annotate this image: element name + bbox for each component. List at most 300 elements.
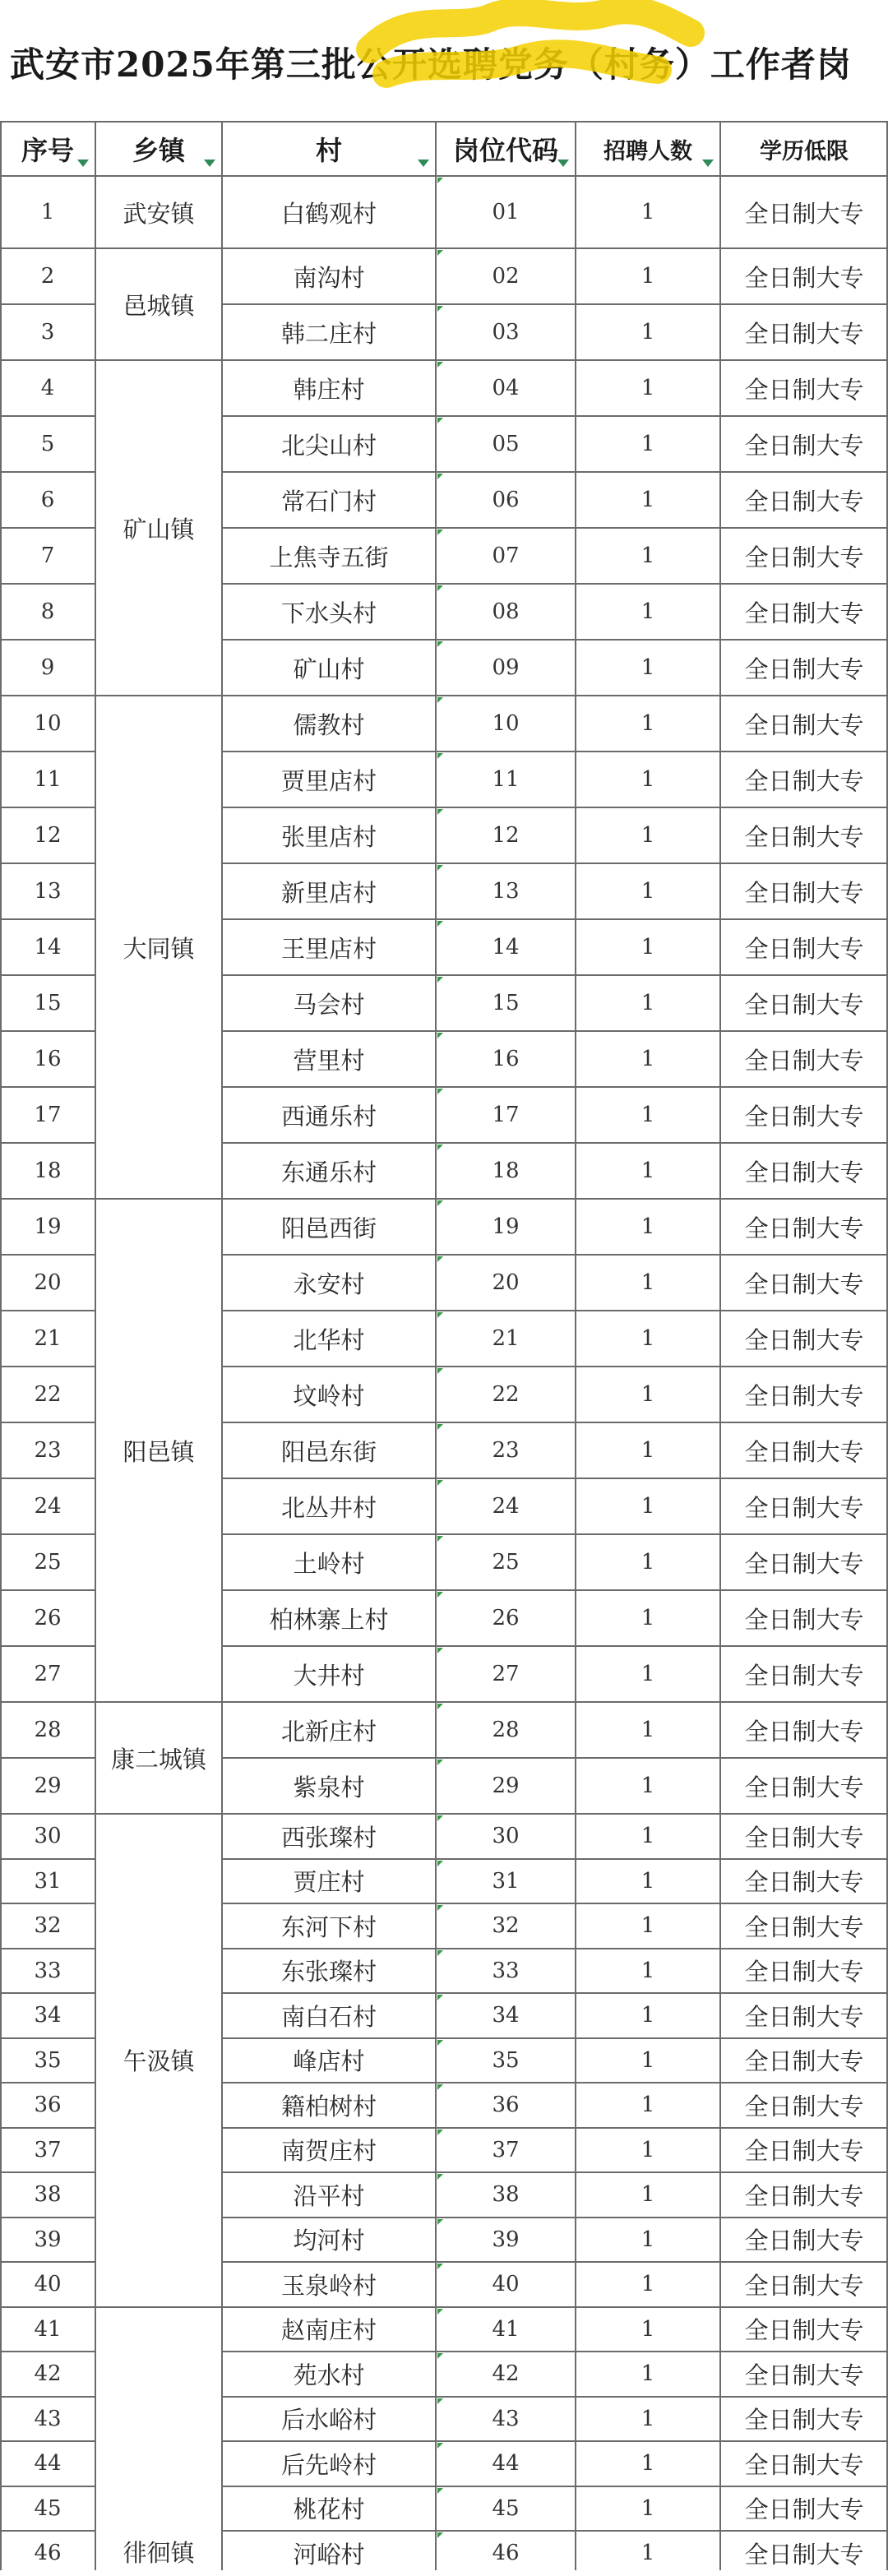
cell-village[interactable]: 阳邑东街 <box>280 1437 377 1466</box>
cell-min-education[interactable]: 全日制大专 <box>744 1102 864 1131</box>
grid-line <box>222 2530 888 2532</box>
cell-position-code[interactable]: 31 <box>492 1868 520 1894</box>
cell-min-education[interactable]: 全日制大专 <box>744 1958 864 1986</box>
grid-line <box>221 122 223 2570</box>
header-town[interactable]: 乡镇 <box>132 135 185 166</box>
cell-position-code[interactable]: 43 <box>492 2406 520 2431</box>
grid-line <box>0 527 95 529</box>
cell-position-code[interactable]: 21 <box>492 1326 520 1351</box>
cell-village[interactable]: 上焦寺五街 <box>269 543 389 571</box>
cell-hiring-count[interactable]: 1 <box>641 1382 655 1407</box>
cell-village[interactable]: 沿平村 <box>293 2181 365 2210</box>
grid-line <box>0 2396 95 2398</box>
cell-hiring-count[interactable]: 1 <box>641 1958 655 1983</box>
cell-village[interactable]: 籍柏树村 <box>280 2092 377 2120</box>
cell-town[interactable]: 矿山镇 <box>123 515 195 543</box>
cell-town[interactable]: 邑城镇 <box>123 291 195 320</box>
header-village[interactable]: 村 <box>315 135 342 166</box>
cell-index[interactable]: 38 <box>34 2182 62 2208</box>
cell-min-education[interactable]: 全日制大专 <box>744 654 864 683</box>
cell-hiring-count[interactable]: 1 <box>641 1438 655 1463</box>
grid-line <box>222 863 888 864</box>
cell-position-code[interactable]: 11 <box>492 767 520 792</box>
cell-index[interactable]: 18 <box>34 1159 62 1183</box>
cell-village[interactable]: 桃花村 <box>293 2495 365 2524</box>
cell-hiring-count[interactable]: 1 <box>641 2182 655 2208</box>
cell-index[interactable]: 26 <box>34 1606 62 1630</box>
cell-village[interactable]: 永安村 <box>293 1270 365 1298</box>
cell-village[interactable]: 北新庄村 <box>280 1717 377 1746</box>
cell-position-code[interactable]: 19 <box>492 1214 520 1239</box>
cell-min-education[interactable]: 全日制大专 <box>744 1381 864 1410</box>
cell-index[interactable]: 5 <box>40 432 55 456</box>
cell-village[interactable]: 阳邑西街 <box>280 1214 377 1242</box>
cell-min-education[interactable]: 全日制大专 <box>744 1046 864 1075</box>
filter-dropdown-icon[interactable] <box>418 160 429 167</box>
cell-index[interactable]: 2 <box>40 264 55 289</box>
cell-position-code[interactable]: 38 <box>492 2182 520 2208</box>
cell-index[interactable]: 45 <box>34 2495 62 2521</box>
cell-position-code[interactable]: 03 <box>492 320 520 345</box>
cell-min-education[interactable]: 全日制大专 <box>744 487 864 516</box>
cell-village[interactable]: 柏林寨上村 <box>269 1605 389 1634</box>
cell-index[interactable]: 43 <box>34 2406 62 2431</box>
cell-position-code[interactable]: 16 <box>492 1047 520 1071</box>
cell-town[interactable]: 徘徊镇 <box>123 2539 195 2567</box>
cell-index[interactable]: 9 <box>40 655 55 680</box>
cell-min-education[interactable]: 全日制大专 <box>744 1549 864 1578</box>
header-hiring-count[interactable]: 招聘人数 <box>604 138 692 164</box>
cell-position-code[interactable]: 15 <box>492 991 520 1015</box>
cell-position-code[interactable]: 44 <box>492 2451 520 2477</box>
cell-comment-indicator-icon <box>437 697 443 703</box>
grid-line <box>0 1903 95 1904</box>
cell-village[interactable]: 北尖山村 <box>280 431 377 460</box>
cell-min-education[interactable]: 全日制大专 <box>744 319 864 348</box>
grid-line <box>0 1589 95 1591</box>
cell-hiring-count[interactable]: 1 <box>641 655 655 680</box>
cell-hiring-count[interactable]: 1 <box>641 599 655 624</box>
cell-hiring-count[interactable]: 1 <box>641 543 655 568</box>
cell-index[interactable]: 19 <box>34 1214 62 1239</box>
cell-index[interactable]: 4 <box>40 376 55 400</box>
cell-hiring-count[interactable]: 1 <box>641 2541 655 2566</box>
cell-min-education[interactable]: 全日制大专 <box>744 766 864 795</box>
cell-min-education[interactable]: 全日制大专 <box>744 1493 864 1522</box>
cell-position-code[interactable]: 33 <box>492 1958 520 1983</box>
cell-min-education[interactable]: 全日制大专 <box>744 2495 864 2524</box>
grid-line <box>0 918 95 920</box>
cell-min-education[interactable]: 全日制大专 <box>744 2002 864 2031</box>
cell-village[interactable]: 河峪村 <box>293 2540 365 2569</box>
header-position-code[interactable]: 岗位代码 <box>452 135 558 166</box>
cell-village[interactable]: 赵南庄村 <box>280 2316 377 2345</box>
cell-position-code[interactable]: 04 <box>492 376 520 400</box>
cell-index[interactable]: 22 <box>34 1382 62 1407</box>
grid-line <box>222 303 888 305</box>
cell-min-education[interactable]: 全日制大专 <box>744 543 864 571</box>
grid-line <box>222 415 888 417</box>
cell-village[interactable]: 王里店村 <box>280 934 377 963</box>
cell-village[interactable]: 南沟村 <box>293 263 365 292</box>
cell-village[interactable]: 韩庄村 <box>293 375 365 404</box>
cell-hiring-count[interactable]: 1 <box>641 1494 655 1519</box>
cell-min-education[interactable]: 全日制大专 <box>744 2406 864 2435</box>
grid-line <box>0 639 95 641</box>
cell-position-code[interactable]: 40 <box>492 2272 520 2297</box>
cell-min-education[interactable]: 全日制大专 <box>744 1868 864 1897</box>
cell-index[interactable]: 46 <box>34 2541 62 2566</box>
cell-village[interactable]: 矿山村 <box>293 654 365 683</box>
cell-position-code[interactable]: 28 <box>492 1718 520 1742</box>
cell-hiring-count[interactable]: 1 <box>641 2406 655 2431</box>
cell-comment-indicator-icon <box>437 1424 443 1430</box>
cell-town[interactable]: 阳邑镇 <box>123 1437 195 1466</box>
cell-hiring-count[interactable]: 1 <box>641 935 655 960</box>
filter-dropdown-icon[interactable] <box>557 160 569 167</box>
cell-village[interactable]: 西张璨村 <box>280 1823 377 1852</box>
grid-line <box>222 2351 888 2352</box>
cell-village[interactable]: 韩二庄村 <box>280 319 377 348</box>
cell-hiring-count[interactable]: 1 <box>641 2495 655 2521</box>
cell-hiring-count[interactable]: 1 <box>641 1047 655 1071</box>
cell-index[interactable]: 23 <box>34 1438 62 1463</box>
cell-index[interactable]: 31 <box>34 1868 62 1894</box>
cell-position-code[interactable]: 09 <box>492 655 520 680</box>
cell-position-code[interactable]: 02 <box>492 264 520 289</box>
cell-position-code[interactable]: 45 <box>492 2495 520 2521</box>
cell-comment-indicator-icon <box>437 2532 443 2538</box>
grid-line <box>0 2261 95 2263</box>
cell-min-education[interactable]: 全日制大专 <box>744 822 864 851</box>
grid-line <box>222 2396 888 2398</box>
cell-min-education[interactable]: 全日制大专 <box>744 1437 864 1466</box>
cell-index[interactable]: 12 <box>34 823 62 848</box>
cell-comment-indicator-icon <box>437 362 443 368</box>
grid-line <box>0 1813 888 1815</box>
cell-hiring-count[interactable]: 1 <box>641 1718 655 1742</box>
cell-position-code[interactable]: 41 <box>492 2316 520 2342</box>
cell-comment-indicator-icon <box>437 1033 443 1038</box>
cell-town[interactable]: 武安镇 <box>123 199 195 228</box>
cell-hiring-count[interactable]: 1 <box>641 2137 655 2162</box>
cell-index[interactable]: 29 <box>34 1774 62 1798</box>
cell-min-education[interactable]: 全日制大专 <box>744 1270 864 1298</box>
grid-line <box>0 863 95 864</box>
cell-hiring-count[interactable]: 1 <box>641 488 655 512</box>
cell-position-code[interactable]: 22 <box>492 1382 520 1407</box>
cell-index[interactable]: 24 <box>34 1494 62 1519</box>
grid-line <box>222 2440 888 2442</box>
grid-line <box>0 2486 95 2487</box>
cell-position-code[interactable]: 14 <box>492 935 520 960</box>
cell-position-code[interactable]: 36 <box>492 2093 520 2118</box>
cell-min-education[interactable]: 全日制大专 <box>744 1912 864 1941</box>
cell-hiring-count[interactable]: 1 <box>641 1913 655 1939</box>
cell-village[interactable]: 北华村 <box>293 1325 365 1354</box>
filter-dropdown-icon[interactable] <box>204 160 215 167</box>
cell-index[interactable]: 33 <box>34 1958 62 1983</box>
cell-position-code[interactable]: 24 <box>492 1494 520 1519</box>
cell-min-education[interactable]: 全日制大专 <box>744 2540 864 2569</box>
cell-village[interactable]: 西通乐村 <box>280 1102 377 1131</box>
cell-comment-indicator-icon <box>437 1368 443 1374</box>
cell-min-education[interactable]: 全日制大专 <box>744 2316 864 2345</box>
grid-line <box>0 1992 95 1994</box>
cell-position-code[interactable]: 35 <box>492 2047 520 2073</box>
cell-index[interactable]: 6 <box>40 488 55 512</box>
cell-index[interactable]: 7 <box>40 543 55 568</box>
cell-hiring-count[interactable]: 1 <box>641 991 655 1015</box>
cell-index[interactable]: 36 <box>34 2093 62 2118</box>
cell-min-education[interactable]: 全日制大专 <box>744 263 864 292</box>
cell-min-education[interactable]: 全日制大专 <box>744 2092 864 2120</box>
cell-hiring-count[interactable]: 1 <box>641 264 655 289</box>
cell-position-code[interactable]: 08 <box>492 599 520 624</box>
cell-comment-indicator-icon <box>437 2219 443 2225</box>
cell-hiring-count[interactable]: 1 <box>641 1103 655 1127</box>
grid-line <box>222 1366 888 1367</box>
cell-position-code[interactable]: 07 <box>492 543 520 568</box>
cell-index[interactable]: 15 <box>34 991 62 1015</box>
cell-comment-indicator-icon <box>437 2264 443 2269</box>
grid-line <box>0 1701 888 1703</box>
cell-hiring-count[interactable]: 1 <box>641 1550 655 1575</box>
cell-index[interactable]: 10 <box>34 711 62 736</box>
cell-index[interactable]: 16 <box>34 1047 62 1071</box>
cell-min-education[interactable]: 全日制大专 <box>744 199 864 228</box>
cell-hiring-count[interactable]: 1 <box>641 2316 655 2342</box>
cell-min-education[interactable]: 全日制大专 <box>744 1773 864 1801</box>
cell-hiring-count[interactable]: 1 <box>641 200 655 224</box>
cell-village[interactable]: 均河村 <box>293 2227 365 2255</box>
cell-village[interactable]: 东张璨村 <box>280 1958 377 1986</box>
cell-min-education[interactable]: 全日制大专 <box>744 878 864 907</box>
cell-hiring-count[interactable]: 1 <box>641 1326 655 1351</box>
grid-line <box>0 1142 95 1144</box>
cell-hiring-count[interactable]: 1 <box>641 1824 655 1849</box>
cell-position-code[interactable]: 29 <box>492 1774 520 1798</box>
cell-position-code[interactable]: 12 <box>492 823 520 848</box>
cell-position-code[interactable]: 39 <box>492 2227 520 2252</box>
cell-position-code[interactable]: 25 <box>492 1550 520 1575</box>
cell-comment-indicator-icon <box>437 1256 443 1262</box>
cell-index[interactable]: 44 <box>34 2451 62 2477</box>
cell-position-code[interactable]: 18 <box>492 1159 520 1183</box>
cell-village[interactable]: 峰店村 <box>293 2047 365 2076</box>
header-index[interactable]: 序号 <box>21 135 74 166</box>
cell-village[interactable]: 南白石村 <box>280 2002 377 2031</box>
cell-min-education[interactable]: 全日制大专 <box>744 1717 864 1746</box>
cell-village[interactable]: 东通乐村 <box>280 1158 377 1186</box>
cell-position-code[interactable]: 05 <box>492 432 520 456</box>
cell-village[interactable]: 贾庄村 <box>293 1868 365 1897</box>
cell-min-education[interactable]: 全日制大专 <box>744 599 864 627</box>
cell-min-education[interactable]: 全日制大专 <box>744 2227 864 2255</box>
cell-min-education[interactable]: 全日制大专 <box>744 2181 864 2210</box>
cell-index[interactable]: 32 <box>34 1913 62 1939</box>
cell-min-education[interactable]: 全日制大专 <box>744 1823 864 1852</box>
cell-village[interactable]: 后水峪村 <box>280 2406 377 2435</box>
cell-position-code[interactable]: 27 <box>492 1662 520 1686</box>
grid-line <box>222 639 888 641</box>
cell-position-code[interactable]: 46 <box>492 2541 520 2566</box>
grid-line <box>222 2037 888 2039</box>
cell-village[interactable]: 南贺庄村 <box>280 2137 377 2166</box>
cell-village[interactable]: 儒教村 <box>293 710 365 739</box>
cell-hiring-count[interactable]: 1 <box>641 376 655 400</box>
cell-hiring-count[interactable]: 1 <box>641 1270 655 1295</box>
cell-village[interactable]: 土岭村 <box>293 1549 365 1578</box>
cell-village[interactable]: 新里店村 <box>280 878 377 907</box>
cell-position-code[interactable]: 32 <box>492 1913 520 1939</box>
cell-index[interactable]: 37 <box>34 2137 62 2162</box>
cell-hiring-count[interactable]: 1 <box>641 1214 655 1239</box>
cell-index[interactable]: 35 <box>34 2047 62 2073</box>
cell-hiring-count[interactable]: 1 <box>641 2361 655 2387</box>
cell-comment-indicator-icon <box>437 1592 443 1598</box>
cell-position-code[interactable]: 01 <box>492 200 520 224</box>
cell-index[interactable]: 20 <box>34 1270 62 1295</box>
grid-line <box>0 2127 95 2129</box>
grid-line <box>0 2351 95 2352</box>
cell-position-code[interactable]: 30 <box>492 1824 520 1849</box>
cell-index[interactable]: 39 <box>34 2227 62 2252</box>
header-min-education[interactable]: 学历低限 <box>760 138 849 164</box>
cell-comment-indicator-icon <box>437 530 443 535</box>
cell-village[interactable]: 下水头村 <box>280 599 377 627</box>
cell-village[interactable]: 后先岭村 <box>280 2450 377 2479</box>
cell-hiring-count[interactable]: 1 <box>641 2272 655 2297</box>
cell-index[interactable]: 13 <box>34 879 62 904</box>
cell-index[interactable]: 25 <box>34 1550 62 1575</box>
cell-index[interactable]: 27 <box>34 1662 62 1686</box>
cell-village[interactable]: 坟岭村 <box>293 1381 365 1410</box>
cell-hiring-count[interactable]: 1 <box>641 1774 655 1798</box>
cell-position-code[interactable]: 42 <box>492 2361 520 2387</box>
filter-dropdown-icon[interactable] <box>77 160 89 167</box>
cell-index[interactable]: 11 <box>34 767 62 792</box>
cell-hiring-count[interactable]: 1 <box>641 2093 655 2118</box>
cell-index[interactable]: 40 <box>34 2272 62 2297</box>
cell-position-code[interactable]: 10 <box>492 711 520 736</box>
grid-line <box>0 2171 95 2173</box>
cell-hiring-count[interactable]: 1 <box>641 2451 655 2477</box>
cell-hiring-count[interactable]: 1 <box>641 711 655 736</box>
cell-index[interactable]: 21 <box>34 1326 62 1351</box>
cell-comment-indicator-icon <box>437 1950 443 1956</box>
cell-min-education[interactable]: 全日制大专 <box>744 1214 864 1242</box>
cell-hiring-count[interactable]: 1 <box>641 879 655 904</box>
cell-min-education[interactable]: 全日制大专 <box>744 2361 864 2389</box>
cell-village[interactable]: 白鹤观村 <box>280 199 377 228</box>
cell-min-education[interactable]: 全日制大专 <box>744 2450 864 2479</box>
cell-min-education[interactable]: 全日制大专 <box>744 710 864 739</box>
cell-hiring-count[interactable]: 1 <box>641 432 655 456</box>
cell-hiring-count[interactable]: 1 <box>641 2047 655 2073</box>
cell-index[interactable]: 41 <box>34 2316 62 2342</box>
grid-line <box>0 1366 95 1367</box>
cell-hiring-count[interactable]: 1 <box>641 823 655 848</box>
filter-dropdown-icon[interactable] <box>702 160 714 167</box>
cell-village[interactable]: 营里村 <box>293 1046 365 1075</box>
cell-village[interactable]: 北丛井村 <box>280 1493 377 1522</box>
cell-position-code[interactable]: 17 <box>492 1103 520 1127</box>
cell-index[interactable]: 42 <box>34 2361 62 2387</box>
cell-min-education[interactable]: 全日制大专 <box>744 1325 864 1354</box>
cell-hiring-count[interactable]: 1 <box>641 767 655 792</box>
cell-village[interactable]: 东河下村 <box>280 1912 377 1941</box>
grid-line <box>222 2082 888 2083</box>
cell-index[interactable]: 28 <box>34 1718 62 1742</box>
cell-hiring-count[interactable]: 1 <box>641 320 655 345</box>
cell-village[interactable]: 常石门村 <box>280 487 377 516</box>
cell-village[interactable]: 苑水村 <box>293 2361 365 2389</box>
cell-index[interactable]: 30 <box>34 1824 62 1849</box>
cell-min-education[interactable]: 全日制大专 <box>744 990 864 1019</box>
cell-village[interactable]: 马会村 <box>293 990 365 1019</box>
cell-village[interactable]: 贾里店村 <box>280 766 377 795</box>
cell-min-education[interactable]: 全日制大专 <box>744 1605 864 1634</box>
grid-line <box>0 1198 888 1200</box>
cell-index[interactable]: 3 <box>40 320 55 345</box>
cell-hiring-count[interactable]: 1 <box>641 1868 655 1894</box>
cell-hiring-count[interactable]: 1 <box>641 1159 655 1183</box>
grid-line <box>0 2082 95 2083</box>
cell-min-education[interactable]: 全日制大专 <box>744 375 864 404</box>
cell-position-code[interactable]: 20 <box>492 1270 520 1295</box>
cell-position-code[interactable]: 34 <box>492 2003 520 2028</box>
cell-index[interactable]: 8 <box>40 599 55 624</box>
cell-village[interactable]: 张里店村 <box>280 822 377 851</box>
cell-town[interactable]: 大同镇 <box>123 934 195 963</box>
grid-line <box>0 415 95 417</box>
cell-town[interactable]: 午汲镇 <box>123 2047 195 2076</box>
cell-min-education[interactable]: 全日制大专 <box>744 1661 864 1690</box>
cell-min-education[interactable]: 全日制大专 <box>744 934 864 963</box>
cell-position-code[interactable]: 23 <box>492 1438 520 1463</box>
cell-position-code[interactable]: 06 <box>492 488 520 512</box>
cell-position-code[interactable]: 13 <box>492 879 520 904</box>
cell-hiring-count[interactable]: 1 <box>641 1606 655 1630</box>
cell-village[interactable]: 大井村 <box>293 1661 365 1690</box>
cell-town[interactable]: 康二城镇 <box>110 1745 206 1774</box>
cell-comment-indicator-icon <box>437 2309 443 2315</box>
grid-line <box>222 1142 888 1144</box>
cell-index[interactable]: 34 <box>34 2003 62 2028</box>
cell-index[interactable]: 14 <box>34 935 62 960</box>
cell-min-education[interactable]: 全日制大专 <box>744 2047 864 2076</box>
cell-village[interactable]: 紫泉村 <box>293 1773 365 1801</box>
cell-position-code[interactable]: 26 <box>492 1606 520 1630</box>
grid-line <box>0 2217 95 2218</box>
grid-line <box>222 1903 888 1904</box>
cell-comment-indicator-icon <box>437 474 443 479</box>
grid-line <box>0 1254 95 1256</box>
grid-line <box>222 1948 888 1949</box>
cell-index[interactable]: 1 <box>40 200 55 224</box>
cell-hiring-count[interactable]: 1 <box>641 2227 655 2252</box>
cell-village[interactable]: 玉泉岭村 <box>280 2271 377 2300</box>
cell-min-education[interactable]: 全日制大专 <box>744 431 864 460</box>
cell-hiring-count[interactable]: 1 <box>641 1662 655 1686</box>
cell-hiring-count[interactable]: 1 <box>641 2003 655 2028</box>
cell-position-code[interactable]: 37 <box>492 2137 520 2162</box>
cell-min-education[interactable]: 全日制大专 <box>744 1158 864 1186</box>
cell-min-education[interactable]: 全日制大专 <box>744 2271 864 2300</box>
cell-min-education[interactable]: 全日制大专 <box>744 2137 864 2166</box>
cell-index[interactable]: 17 <box>34 1103 62 1127</box>
